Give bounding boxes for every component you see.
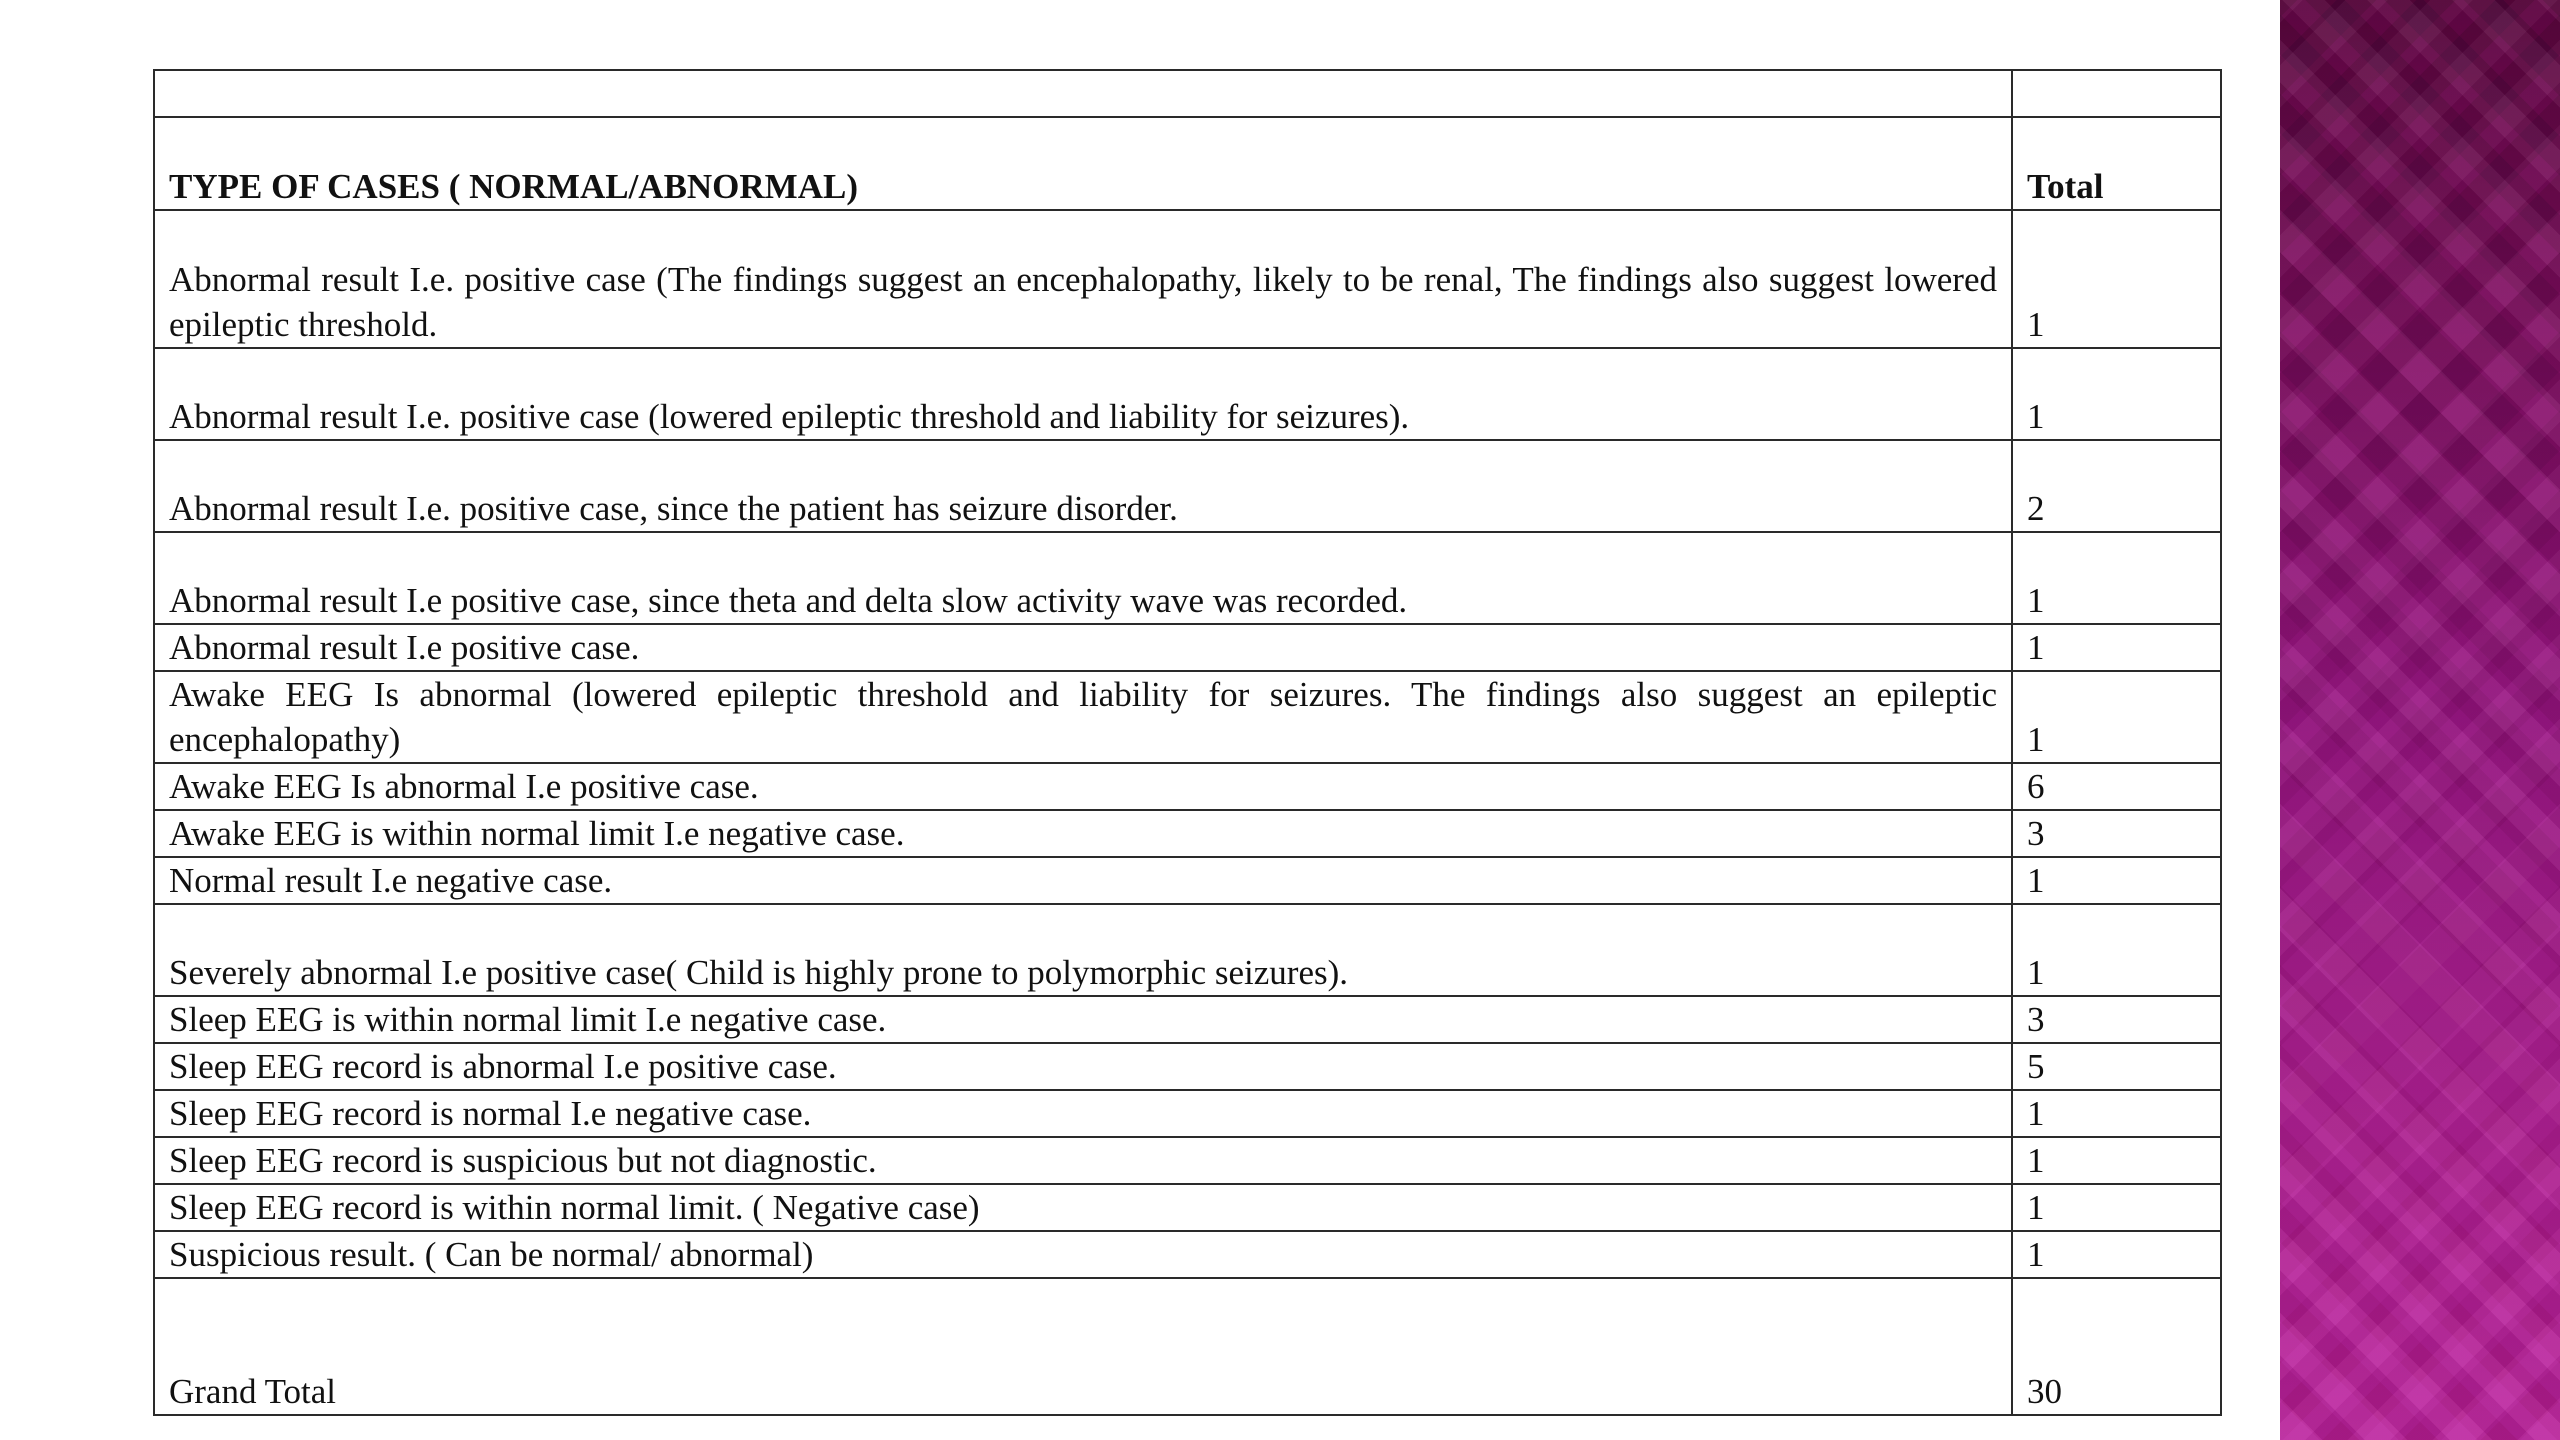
case-total: 1	[2012, 210, 2221, 348]
empty-top-row	[154, 70, 2221, 117]
case-total: 3	[2012, 996, 2221, 1043]
case-total: 1	[2012, 671, 2221, 763]
table-row	[154, 1137, 2221, 1184]
grand-total-label: Grand Total	[154, 1278, 2012, 1415]
case-description: Sleep EEG record is suspicious but not diagnostic.	[154, 1137, 2012, 1184]
case-description: Abnormal result I.e. positive case, since the patient has seizure disorder.	[154, 440, 2012, 532]
case-total: 3	[2012, 810, 2221, 857]
table-row	[154, 1090, 2221, 1137]
case-description: Abnormal result I.e. positive case (lowered epileptic threshold and liability for seizures).	[154, 348, 2012, 440]
table-row	[154, 857, 2221, 904]
case-total: 2	[2012, 440, 2221, 532]
case-description: Suspicious result. ( Can be normal/ abnormal)	[154, 1231, 2012, 1278]
table-row	[154, 904, 2221, 996]
empty-cell	[2012, 70, 2221, 117]
case-total: 1	[2012, 624, 2221, 671]
case-description: Sleep EEG is within normal limit I.e negative case.	[154, 996, 2012, 1043]
case-description: Sleep EEG record is within normal limit. ( Negative case)	[154, 1184, 2012, 1231]
type-of-cases-header: TYPE OF CASES ( NORMAL/ABNORMAL)	[154, 117, 2012, 210]
table-row	[154, 810, 2221, 857]
case-total: 5	[2012, 1043, 2221, 1090]
case-total: 1	[2012, 1090, 2221, 1137]
case-description: Severely abnormal I.e positive case( Child is highly prone to polymorphic seizures).	[154, 904, 2012, 996]
table-row	[154, 210, 2221, 348]
table-row	[154, 624, 2221, 671]
header-row	[154, 117, 2221, 210]
case-description: Sleep EEG record is normal I.e negative case.	[154, 1090, 2012, 1137]
case-description: Awake EEG Is abnormal (lowered epileptic threshold and liability for seizures. The findings also suggest an epileptic encephalopathy)	[154, 671, 2012, 763]
table-row	[154, 348, 2221, 440]
decorative-side-panel	[2280, 0, 2560, 1440]
case-description: Awake EEG Is abnormal I.e positive case.	[154, 763, 2012, 810]
case-description: Sleep EEG record is abnormal I.e positive case.	[154, 1043, 2012, 1090]
case-description: Abnormal result I.e. positive case (The findings suggest an encephalopathy, likely to be renal, The findings also suggest lowered epileptic threshold.	[154, 210, 2012, 348]
case-total: 6	[2012, 763, 2221, 810]
case-total: 1	[2012, 348, 2221, 440]
case-description: Abnormal result I.e positive case.	[154, 624, 2012, 671]
case-total: 1	[2012, 1231, 2221, 1278]
cases-table	[153, 69, 2222, 1416]
table-row	[154, 1043, 2221, 1090]
side-panel-pattern	[2280, 0, 2560, 1440]
grand-total-value: 30	[2012, 1278, 2221, 1415]
case-total: 1	[2012, 904, 2221, 996]
table-row	[154, 671, 2221, 763]
table-row	[154, 1231, 2221, 1278]
case-total: 1	[2012, 857, 2221, 904]
grand-total-row	[154, 1278, 2221, 1415]
case-total: 1	[2012, 1184, 2221, 1231]
case-total: 1	[2012, 532, 2221, 624]
case-total: 1	[2012, 1137, 2221, 1184]
empty-cell	[154, 70, 2012, 117]
table-row	[154, 1184, 2221, 1231]
table-row	[154, 440, 2221, 532]
table-row	[154, 763, 2221, 810]
case-description: Normal result I.e negative case.	[154, 857, 2012, 904]
table-row	[154, 532, 2221, 624]
case-description: Awake EEG is within normal limit I.e negative case.	[154, 810, 2012, 857]
table-row	[154, 996, 2221, 1043]
case-description: Abnormal result I.e positive case, since theta and delta slow activity wave was recorded.	[154, 532, 2012, 624]
total-header: Total	[2012, 117, 2221, 210]
